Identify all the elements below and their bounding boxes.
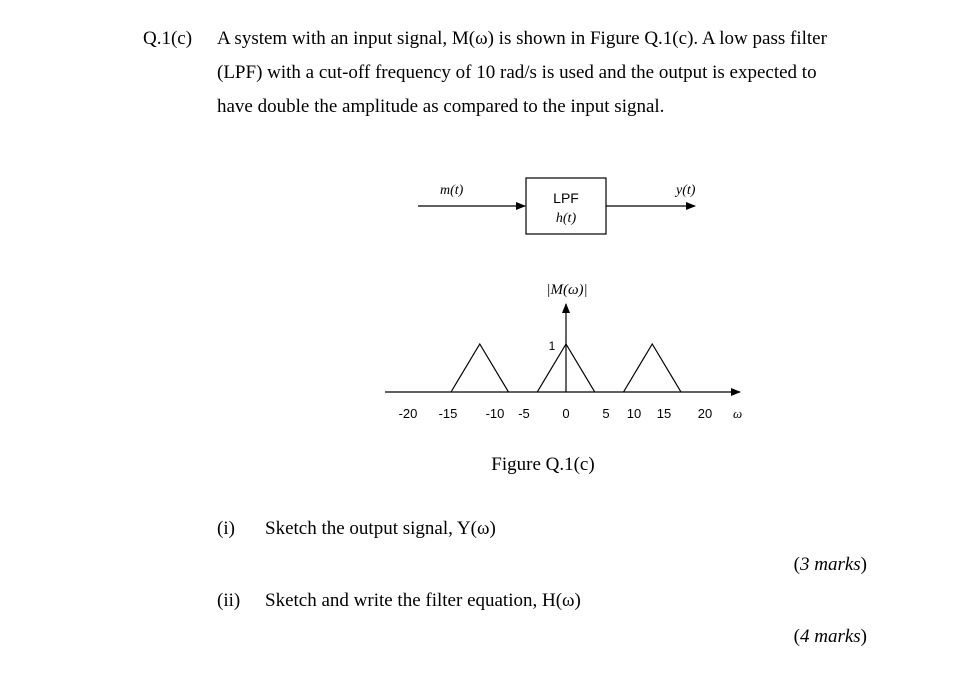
part-ii-marks: (4 marks) xyxy=(793,626,867,647)
magnitude-label: |M(ω)| xyxy=(546,282,588,298)
tick-label: -15 xyxy=(438,406,458,421)
block-label-lpf: LPF xyxy=(553,190,579,206)
spectrum-triangle-0 xyxy=(451,344,509,392)
spectrum-triangle-2 xyxy=(624,344,682,392)
input-label: m(t) xyxy=(440,183,464,198)
tick-label: 0 xyxy=(562,406,570,421)
peak-value-label: 1 xyxy=(548,339,556,353)
part-i-marks: (3 marks) xyxy=(793,554,867,575)
block-label-h: h(t) xyxy=(555,211,577,226)
question-line-2: (LPF) with a cut-off frequency of 10 rad/s is used and the output is expected to xyxy=(217,62,817,83)
question-line-3: have double the amplitude as compared to the input signal. xyxy=(217,96,665,117)
part-i-marks-value: 3 marks xyxy=(799,554,861,575)
part-ii-number: (ii) xyxy=(217,590,241,611)
tick-label: -20 xyxy=(398,406,418,421)
figure-caption: Figure Q.1(c) xyxy=(491,454,595,475)
tick-label: 15 xyxy=(656,406,672,421)
question-number: Q.1(c) xyxy=(143,28,193,49)
tick-label: 10 xyxy=(626,406,642,421)
part-i-number: (i) xyxy=(217,518,235,539)
output-label: y(t) xyxy=(676,183,696,198)
tick-label: -5 xyxy=(518,406,530,421)
part-ii-text: Sketch and write the filter equation, H(ω) xyxy=(265,590,581,611)
tick-label: -10 xyxy=(485,406,505,421)
question-line-1: A system with an input signal, M(ω) is shown in Figure Q.1(c). A low pass filter xyxy=(217,28,827,49)
tick-label: 20 xyxy=(697,406,713,421)
spectrum-plot xyxy=(385,282,742,421)
tick-labels xyxy=(399,406,713,421)
block-diagram xyxy=(418,178,696,234)
part-i-text: Sketch the output signal, Y(ω) xyxy=(265,518,496,539)
part-ii-marks-value: 4 marks xyxy=(799,626,861,647)
tick-label: 5 xyxy=(602,406,610,421)
omega-axis-label: ω xyxy=(733,406,743,421)
